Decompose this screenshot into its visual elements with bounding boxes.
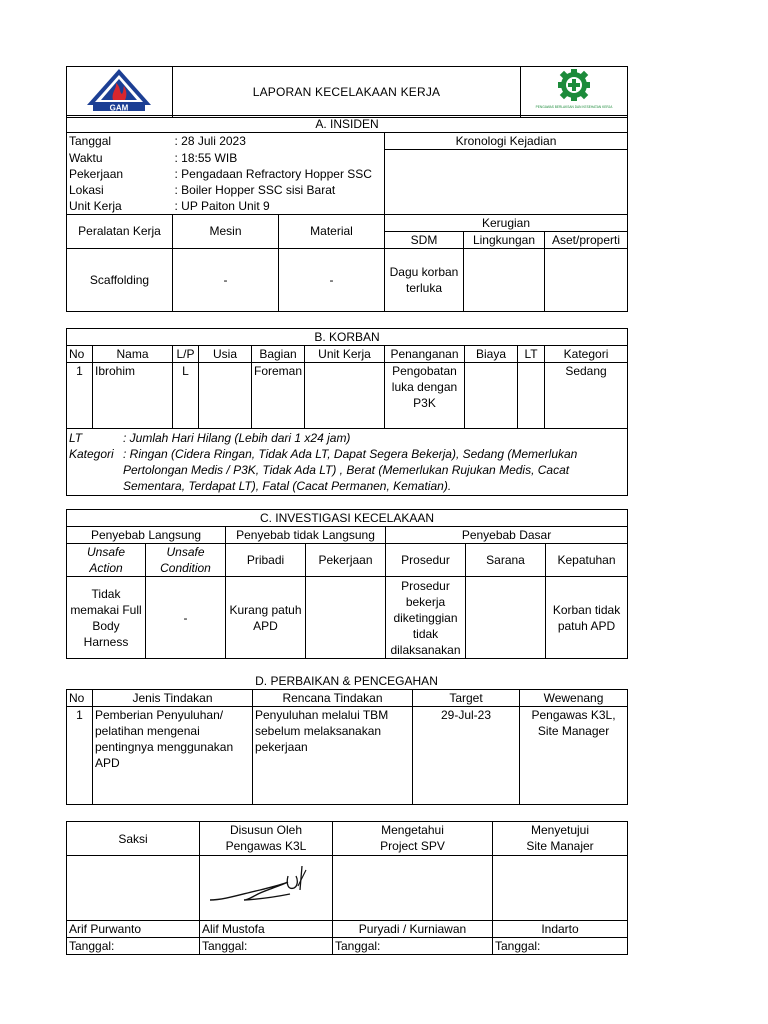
col-no: No [67, 690, 93, 707]
menyetujui-date: Tanggal: [493, 938, 628, 955]
investigasi-section [66, 509, 628, 659]
report-header [66, 66, 628, 118]
col-aset: Aset/properti [545, 231, 628, 248]
val-lingkungan [464, 248, 545, 311]
cell-lp: L [173, 363, 199, 429]
col-rencana-tindakan: Rencana Tindakan [253, 690, 413, 707]
note-lt-text: : Jumlah Hari Hilang (Lebih dari 1 x24 jam) [123, 431, 351, 445]
cell-unit [305, 363, 385, 429]
saksi-date: Tanggal: [67, 938, 200, 955]
col-lt: LT [518, 346, 545, 363]
korban-section [66, 328, 628, 496]
cell-wewenang: Pengawas K3L, Site Manager [520, 707, 628, 805]
mengetahui-name: Puryadi / Kurniawan [333, 921, 493, 938]
signature-section [66, 821, 628, 955]
mengetahui-label: Mengetahui [381, 823, 444, 837]
col-target: Target [413, 690, 520, 707]
disusun-label: Disusun Oleh [229, 823, 303, 837]
k3-gear-cross-icon [535, 67, 613, 113]
col-kerugian: Kerugian [385, 214, 628, 231]
col-prosedur: Prosedur [386, 544, 466, 577]
col-unsafe-condition: Unsafe Condition [146, 544, 226, 577]
mengetahui-title [333, 822, 493, 856]
field-label: Waktu [67, 150, 173, 166]
gam-logo [67, 67, 173, 118]
val-mesin: - [173, 248, 279, 311]
val-aset [545, 248, 628, 311]
col-bagian: Bagian [252, 346, 305, 363]
col-usia: Usia [199, 346, 252, 363]
mengetahui-date: Tanggal: [333, 938, 493, 955]
insiden-section [66, 115, 628, 312]
menyetujui-signature-area [493, 856, 628, 921]
field-label: Unit Kerja [67, 198, 173, 215]
insiden-heading: A. INSIDEN [67, 116, 628, 133]
report-title: LAPORAN KECELAKAAN KERJA [173, 67, 521, 118]
col-pekerjaan: Pekerjaan [306, 544, 386, 577]
note-kategori-label: Kategori [69, 447, 114, 461]
investigasi-heading: C. INVESTIGASI KECELAKAAN [67, 510, 628, 527]
cell-target: 29-Jul-23 [413, 707, 520, 805]
menyetujui-label: Menyetujui [530, 823, 590, 837]
k3-logo-text: PENGAWAS BERLAKSAN DAN KESEHATAN KERJA [535, 105, 613, 109]
grp-dasar: Penyebab Dasar [386, 527, 628, 544]
cell-lt [518, 363, 545, 429]
menyetujui-name: Indarto [493, 921, 628, 938]
val-peralatan: Scaffolding [67, 248, 173, 311]
menyetujui-role: Site Manajer [526, 839, 594, 853]
cell-no: 1 [67, 363, 93, 429]
note-kategori-text: : Ringan (Cidera Ringan, Tidak Ada LT, Dapat Segera Bekerja), Sedang (Memerlukan Pertolongan Medis / P3K, Tidak Ada LT) , Berat (Memerlukan Rujukan Medis, Cacat Sementara, Terdapat LT), Fatal (Cacat Permanen, Kematian). [123, 447, 578, 493]
col-no: No [67, 346, 93, 363]
cell-jenis: Pemberian Penyuluhan/ pelatihan mengenai pentingnya menggunakan APD [93, 707, 253, 805]
cell-kategori: Sedang [545, 363, 628, 429]
col-kategori: Kategori [545, 346, 628, 363]
field-label: Lokasi [67, 182, 173, 198]
saksi-name: Arif Purwanto [67, 921, 200, 938]
col-kepatuhan: Kepatuhan [546, 544, 628, 577]
grp-langsung: Penyebab Langsung [67, 527, 226, 544]
field-value: : Boiler Hopper SSC sisi Barat [173, 182, 385, 198]
col-material: Material [279, 214, 385, 248]
cell-penanganan: Pengobatan luka dengan P3K [385, 363, 465, 429]
field-value: : Pengadaan Refractory Hopper SSC [173, 166, 385, 182]
val-sarana [466, 577, 546, 659]
field-label: Tanggal [67, 133, 173, 150]
gam-logo-icon [69, 67, 169, 113]
kronologi-value [385, 150, 628, 215]
col-unit-kerja: Unit Kerja [305, 346, 385, 363]
col-pribadi: Pribadi [226, 544, 306, 577]
val-unsafe-action: Tidak memakai Full Body Harness [67, 577, 146, 659]
val-unsafe-condition: - [146, 577, 226, 659]
saksi-title: Saksi [67, 822, 200, 856]
disusun-date: Tanggal: [200, 938, 333, 955]
gam-logo-text: GAM [109, 103, 129, 113]
perbaikan-section [66, 689, 628, 805]
disusun-title [200, 822, 333, 856]
cell-biaya [465, 363, 518, 429]
grp-tidak-langsung: Penyebab tidak Langsung [226, 527, 386, 544]
col-unsafe-action: Unsafe Action [67, 544, 146, 577]
mengetahui-signature-area [333, 856, 493, 921]
val-kepatuhan: Korban tidak patuh APD [546, 577, 628, 659]
note-lt-label: LT [69, 431, 83, 445]
korban-heading: B. KORBAN [67, 329, 628, 346]
mengetahui-role: Project SPV [380, 839, 445, 853]
col-peralatan: Peralatan Kerja [67, 214, 173, 248]
table-row [67, 707, 628, 805]
col-biaya: Biaya [465, 346, 518, 363]
field-value: : UP Paiton Unit 9 [173, 198, 385, 215]
table-row [67, 363, 628, 429]
cell-bagian: Foreman [252, 363, 305, 429]
korban-notes [67, 429, 628, 496]
val-pribadi: Kurang patuh APD [226, 577, 306, 659]
val-prosedur: Prosedur bekerja diketinggian tidak dilaksanakan [386, 577, 466, 659]
menyetujui-title [493, 822, 628, 856]
col-sdm: SDM [385, 231, 464, 248]
cell-usia [199, 363, 252, 429]
cell-no: 1 [67, 707, 93, 805]
field-label: Pekerjaan [67, 166, 173, 182]
kronologi-label: Kronologi Kejadian [385, 133, 628, 150]
val-material: - [279, 248, 385, 311]
col-wewenang: Wewenang [520, 690, 628, 707]
cell-rencana: Penyuluhan melalui TBM sebelum melaksanakan pekerjaan [253, 707, 413, 805]
field-value: : 18:55 WIB [173, 150, 385, 166]
val-sdm: Dagu korban terluka [385, 248, 464, 311]
disusun-signature-area [200, 856, 333, 921]
handwritten-signature [202, 856, 322, 916]
col-mesin: Mesin [173, 214, 279, 248]
disusun-role: Pengawas K3L [225, 839, 307, 853]
field-value: : 28 Juli 2023 [173, 133, 385, 150]
col-lingkungan: Lingkungan [464, 231, 545, 248]
col-jenis-tindakan: Jenis Tindakan [93, 690, 253, 707]
saksi-signature-area [67, 856, 200, 921]
perbaikan-heading: D. PERBAIKAN & PENCEGAHAN [255, 674, 438, 688]
col-sarana: Sarana [466, 544, 546, 577]
disusun-name: Alif Mustofa [200, 921, 333, 938]
k3-logo [521, 67, 628, 118]
val-pekerjaan [306, 577, 386, 659]
cell-nama: Ibrohim [93, 363, 173, 429]
col-nama: Nama [93, 346, 173, 363]
col-lp: L/P [173, 346, 199, 363]
col-penanganan: Penanganan [385, 346, 465, 363]
